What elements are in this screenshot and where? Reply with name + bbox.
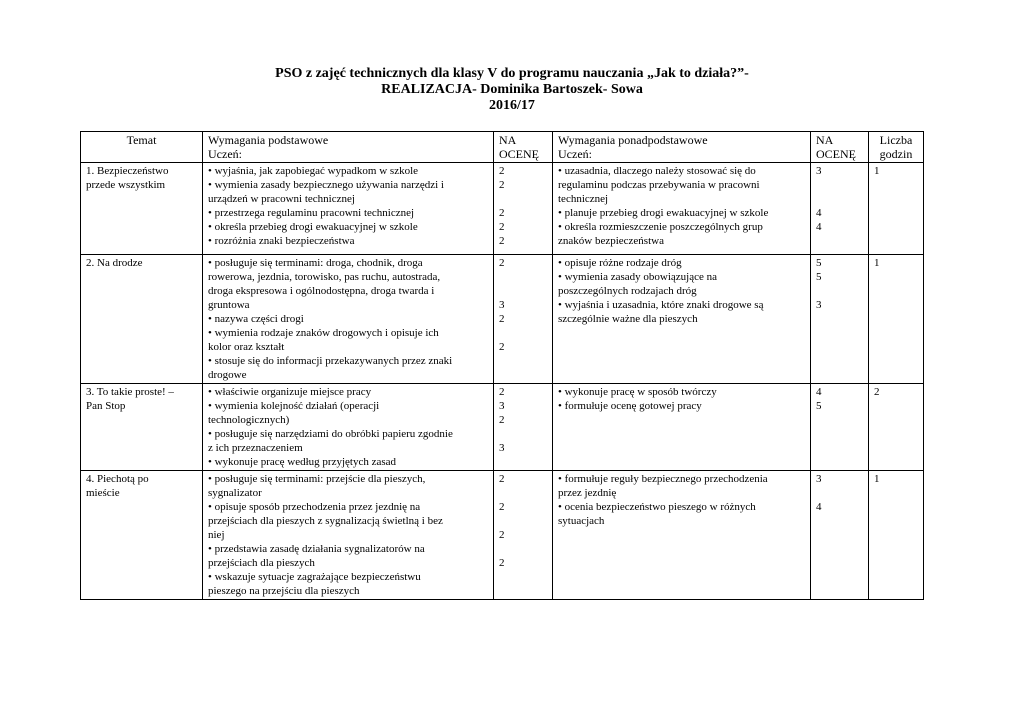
topic-cell: 3. To takie proste! – Pan Stop	[81, 384, 203, 471]
title-line-2: REALIZACJA- Dominika Bartoszek- Sowa	[381, 82, 643, 97]
topic-cell: 4. Piechotą po mieście	[81, 471, 203, 600]
table-row	[81, 471, 924, 600]
hours-cell: 1	[869, 163, 924, 255]
table-row	[81, 384, 924, 471]
requirements-table	[80, 131, 924, 600]
grade-advanced-cell: 3 4	[811, 471, 869, 600]
advanced-requirements-cell: • wykonuje pracę w sposób twórczy • formułuje ocenę gotowej pracy	[553, 384, 811, 471]
hours-cell: 1	[869, 471, 924, 600]
header-basic-requirements: Wymagania podstawowe Uczeń:	[203, 132, 494, 163]
basic-requirements-cell: • wyjaśnia, jak zapobiegać wypadkom w szkole • wymienia zasady bezpiecznego używania narzędzi i urządzeń w pracowni technicznej • przestrzega regulaminu pracowni technicznej • określa przebieg drogi ewakuacyjnej w szkole • rozróżnia znaki bezpieczeństwa	[203, 163, 494, 255]
title-line-3: 2016/17	[489, 98, 535, 113]
advanced-requirements-cell: • opisuje różne rodzaje dróg • wymienia zasady obowiązujące na poszczególnych rodzajach dróg • wyjaśnia i uzasadnia, które znaki drogowe są szczególnie ważne dla pieszych	[553, 255, 811, 384]
hours-cell: 2	[869, 384, 924, 471]
basic-requirements-cell: • właściwie organizuje miejsce pracy • wymienia kolejność działań (operacji technologicznych) • posługuje się narzędziami do obróbki papieru zgodnie z ich przeznaczeniem • wykonuje pracę według przyjętych zasad	[203, 384, 494, 471]
grade-advanced-cell: 3 4 4	[811, 163, 869, 255]
grade-advanced-cell: 4 5	[811, 384, 869, 471]
hours-cell: 1	[869, 255, 924, 384]
advanced-requirements-cell: • uzasadnia, dlaczego należy stosować się do regulaminu podczas przebywania w pracowni technicznej • planuje przebieg drogi ewakuacyjnej w szkole • określa rozmieszczenie poszczególnych grup znaków bezpieczeństwa	[553, 163, 811, 255]
table-header-row	[81, 132, 924, 163]
topic-cell: 2. Na drodze	[81, 255, 203, 384]
document-title	[0, 66, 1024, 114]
basic-requirements-cell: • posługuje się terminami: przejście dla pieszych, sygnalizator • opisuje sposób przechodzenia przez jezdnię na przejściach dla pieszych z sygnalizacją świetlną i bez niej • przedstawia zasadę działania sygnalizatorów na przejściach dla pieszych • wskazuje sytuacje zagrażające bezpieczeństwu pieszego na przejściu dla pieszych	[203, 471, 494, 600]
grade-basic-cell: 2 2 2 2	[494, 471, 553, 600]
grade-advanced-cell: 5 5 3	[811, 255, 869, 384]
grade-basic-cell: 2 2 2 2 2	[494, 163, 553, 255]
grade-basic-cell: 2 3 2 3	[494, 384, 553, 471]
advanced-requirements-cell: • formułuje reguły bezpiecznego przechodzenia przez jezdnię • ocenia bezpieczeństwo pieszego w różnych sytuacjach	[553, 471, 811, 600]
topic-cell: 1. Bezpieczeństwo przede wszystkim	[81, 163, 203, 255]
header-hours: Liczba godzin	[869, 132, 924, 163]
grade-basic-cell: 2 3 2 2	[494, 255, 553, 384]
header-temat: Temat	[81, 132, 203, 163]
basic-requirements-cell: • posługuje się terminami: droga, chodnik, droga rowerowa, jezdnia, torowisko, pas ruchu, autostrada, droga ekspresowa i ogólnodostępna, droga twarda i gruntowa • nazywa części drogi • wymienia rodzaje znaków drogowych i opisuje ich kolor oraz kształt • stosuje się do informacji przekazywanych przez znaki drogowe	[203, 255, 494, 384]
header-grade-basic: NA OCENĘ	[494, 132, 553, 163]
table-row	[81, 255, 924, 384]
table-row	[81, 163, 924, 255]
title-line-1: PSO z zajęć technicznych dla klasy V do programu nauczania „Jak to działa?”-	[275, 66, 749, 81]
header-advanced-requirements: Wymagania ponadpodstawowe Uczeń:	[553, 132, 811, 163]
header-grade-advanced: NA OCENĘ	[811, 132, 869, 163]
